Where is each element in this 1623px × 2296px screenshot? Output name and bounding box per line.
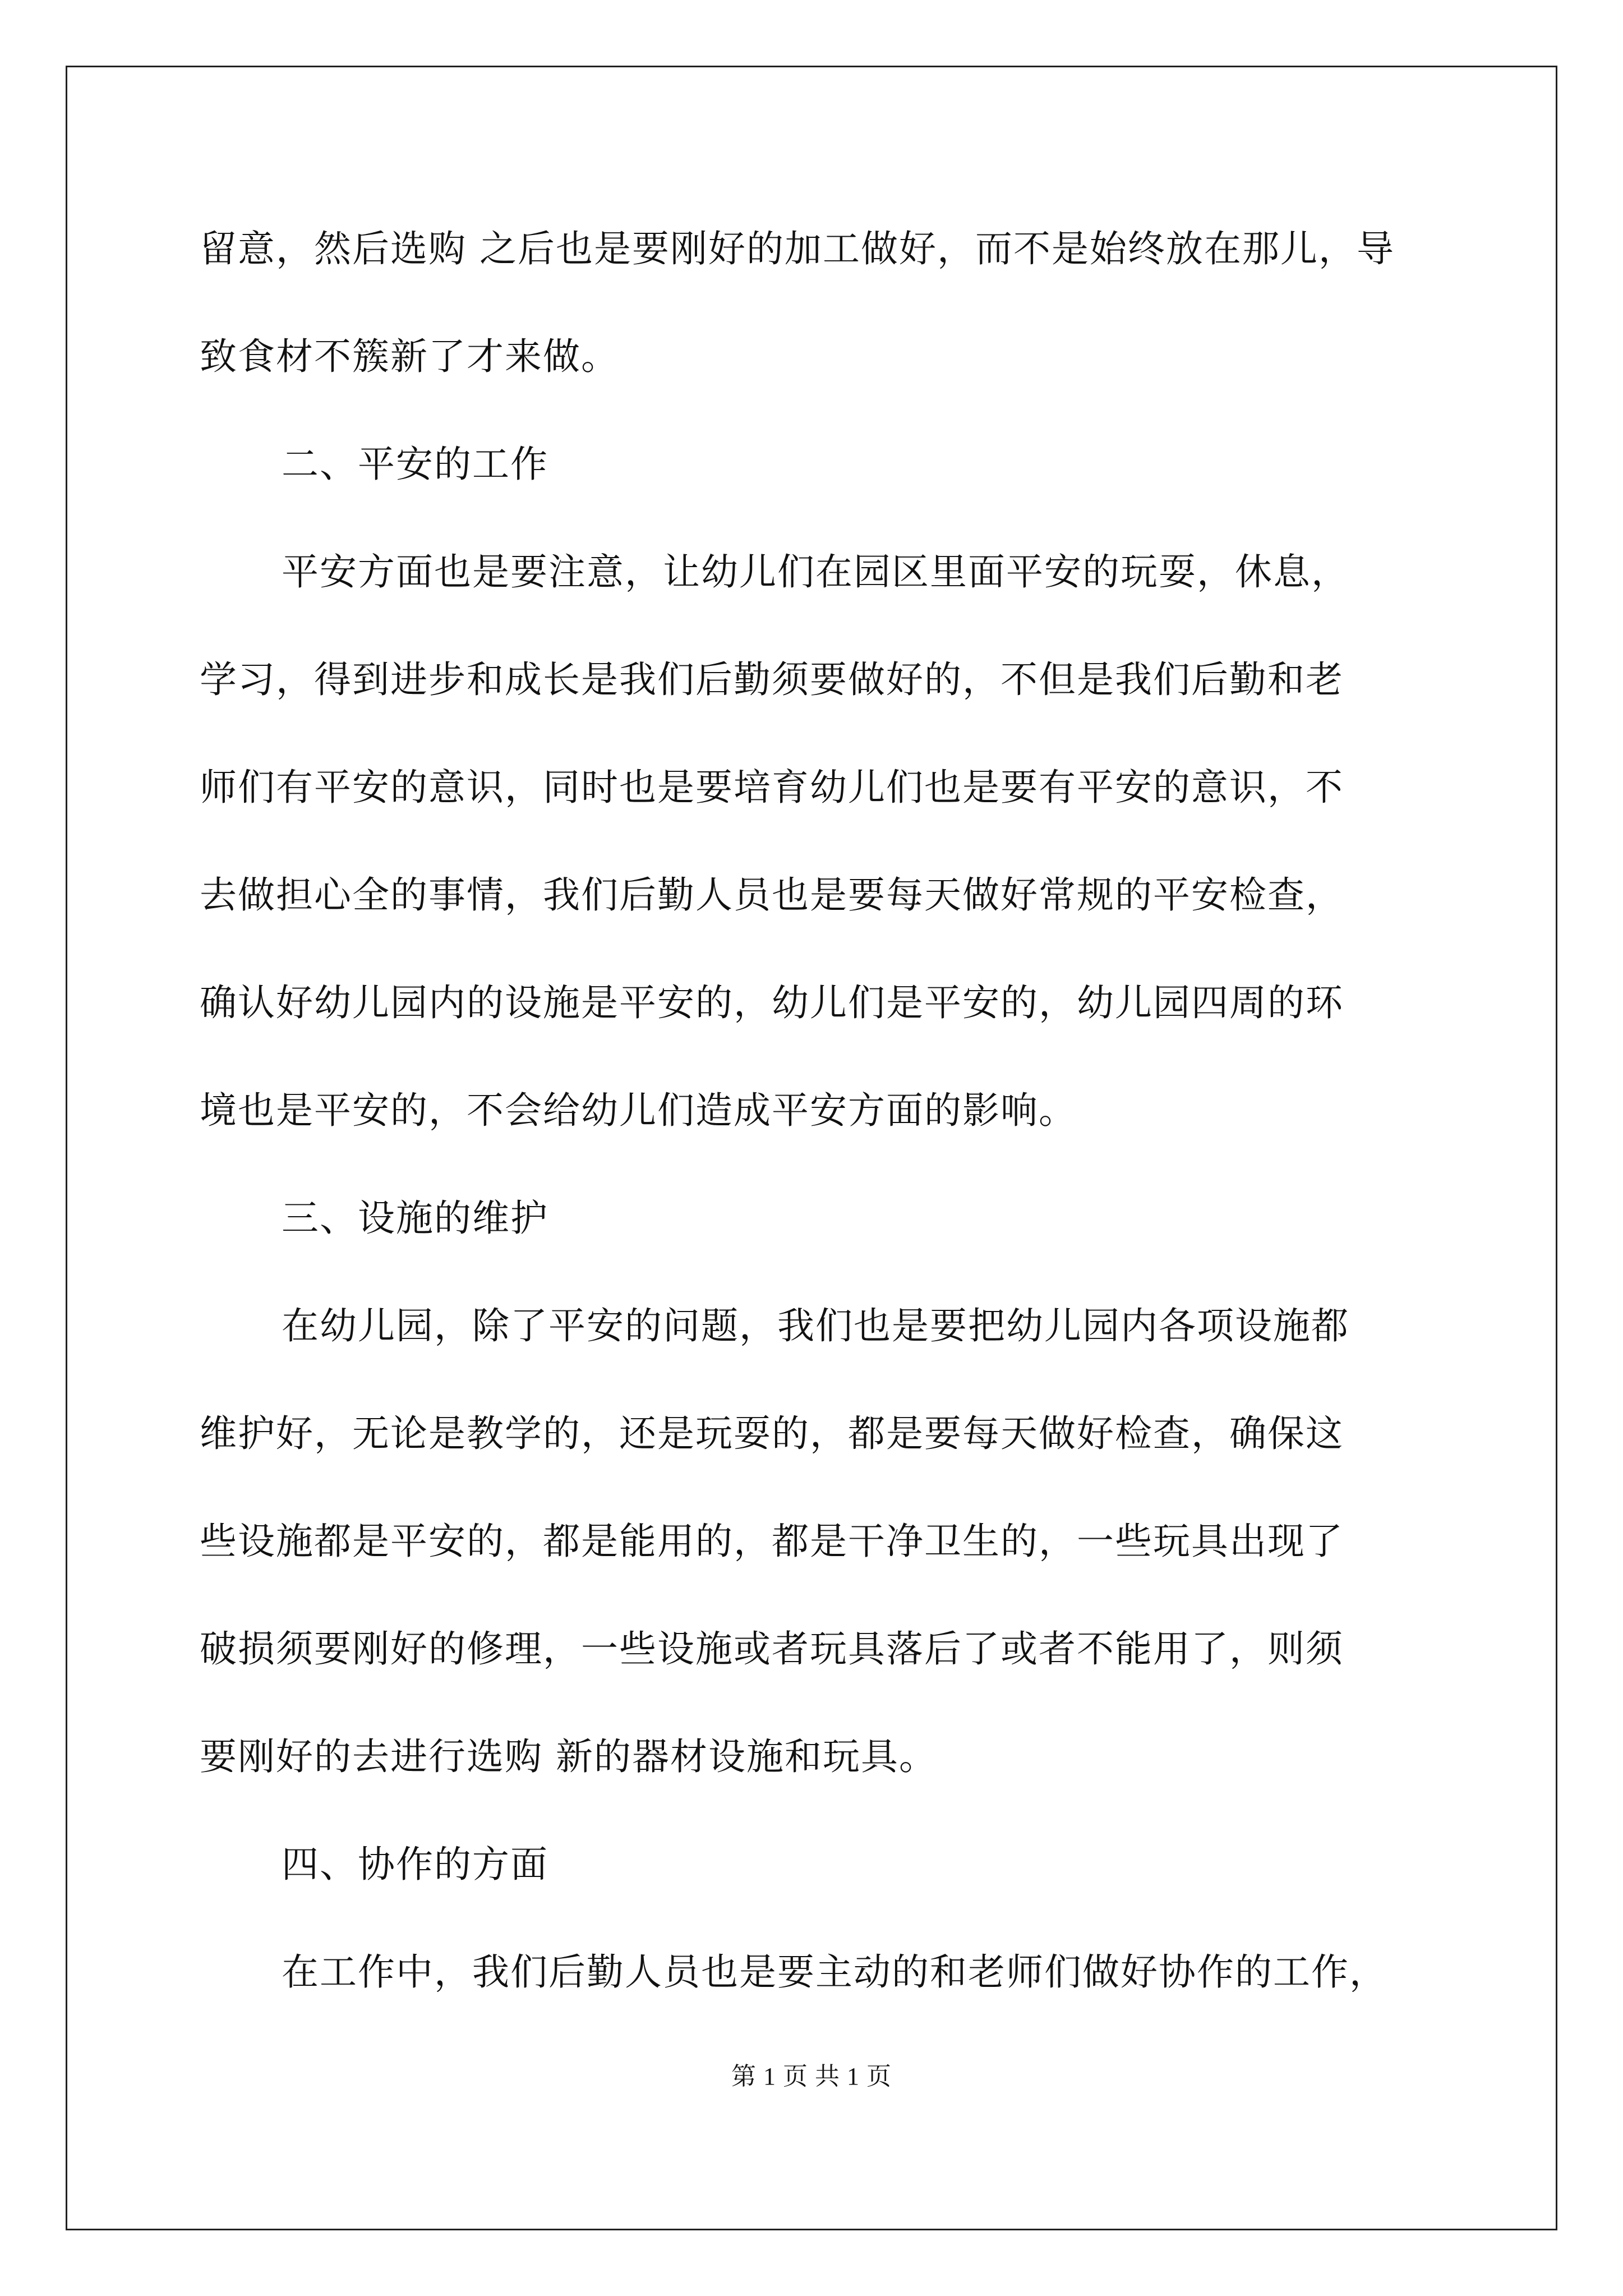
text-line: 致食材不簇新了才来做。 xyxy=(200,335,619,378)
section-heading: 二、平安的工作 xyxy=(282,443,548,486)
text-line: 学习，得到进步和成长是我们后勤须要做好的，不但是我们后勤和老 xyxy=(200,658,1344,701)
text-line: 留意，然后选购 之后也是要刚好的加工做好，而不是始终放在那儿，导 xyxy=(200,227,1395,270)
text-line: 境也是平安的，不会给幼儿们造成平安方面的影响。 xyxy=(200,1089,1077,1132)
text-line: 确认好幼儿园内的设施是平安的，幼儿们是平安的，幼儿园四周的环 xyxy=(200,981,1344,1024)
text-line: 要刚好的去进行选购 新的器材设施和玩具。 xyxy=(200,1735,937,1778)
section-heading: 四、协作的方面 xyxy=(282,1843,548,1886)
text-line: 平安方面也是要注意，让幼儿们在园区里面平安的玩耍，休息， xyxy=(282,550,1349,593)
text-line: 在幼儿园，除了平安的问题，我们也是要把幼儿园内各项设施都 xyxy=(282,1304,1349,1347)
page-border xyxy=(66,66,1557,2230)
section-heading: 三、设施的维护 xyxy=(282,1197,548,1240)
text-line: 去做担心全的事情，我们后勤人员也是要每天做好常规的平安检查， xyxy=(200,873,1344,917)
text-line: 些设施都是平安的，都是能用的，都是干净卫生的，一些玩具出现了 xyxy=(200,1520,1344,1563)
text-line: 师们有平安的意识，同时也是要培育幼儿们也是要有平安的意识，不 xyxy=(200,766,1344,809)
text-line: 维护好，无论是教学的，还是玩耍的，都是要每天做好检查，确保这 xyxy=(200,1412,1344,1455)
page-footer: 第 1 页 共 1 页 xyxy=(731,2063,892,2090)
text-line: 在工作中，我们后勤人员也是要主动的和老师们做好协作的工作， xyxy=(282,1950,1387,1994)
text-line: 破损须要刚好的修理，一些设施或者玩具落后了或者不能用了，则须 xyxy=(200,1627,1344,1671)
